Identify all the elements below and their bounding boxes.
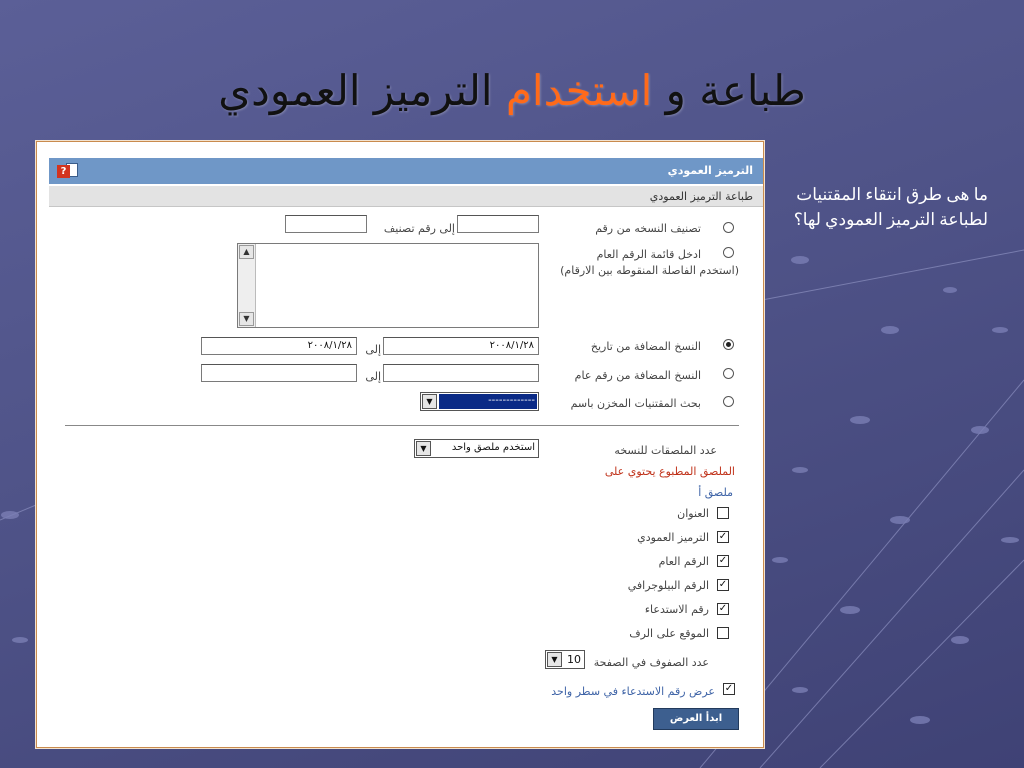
question-mark-icon: ?: [57, 165, 70, 178]
help-icon[interactable]: [57, 163, 79, 179]
title-part-1: طباعة و: [652, 66, 806, 115]
sub-header-title: طباعة الترميز العمودي: [649, 190, 753, 203]
app-window: [36, 141, 764, 748]
checkbox-bibliographic-number[interactable]: ✓: [718, 579, 728, 590]
classification-range-label: تصنيف النسخه من رقم: [595, 222, 701, 235]
added-by-date-label: النسخ المضافة من تاريخ: [590, 340, 701, 353]
classification-to-label: إلى رقم تصنيف: [383, 222, 455, 235]
option-barcode-label: الترميز العمودي: [637, 531, 709, 544]
textarea-scrollbar[interactable]: [238, 244, 256, 327]
date-to-input[interactable]: ٢٠٠٨/١/٢٨: [201, 337, 357, 355]
rows-per-page-value: 10: [567, 653, 581, 666]
date-to-label: إلى: [365, 343, 381, 356]
title-part-2: الترميز العمودي: [218, 66, 506, 115]
radio-call-number-list[interactable]: [723, 247, 734, 258]
divider: [65, 425, 739, 426]
scroll-up-icon[interactable]: ▲: [239, 245, 254, 259]
printed-label-contains: الملصق المطبوع يحتوي على: [604, 465, 735, 478]
call-number-to-input[interactable]: [201, 364, 357, 382]
option-call-number-label: الرقم العام: [658, 555, 709, 568]
checkbox-barcode[interactable]: ✓: [718, 531, 728, 542]
app-header: [49, 158, 763, 184]
call-number-from-input[interactable]: [383, 364, 539, 382]
radio-classification-range[interactable]: [723, 222, 734, 233]
checkbox-call-number[interactable]: ✓: [718, 555, 728, 566]
rows-per-page-label: عدد الصفوف في الصفحة: [593, 656, 709, 669]
chevron-down-icon[interactable]: ▼: [422, 394, 437, 409]
added-by-call-number-label: النسخ المضافة من رقم عام: [574, 369, 701, 382]
classification-from-input[interactable]: [457, 215, 539, 233]
saved-search-select[interactable]: [420, 392, 539, 411]
radio-added-by-date[interactable]: [723, 339, 734, 350]
radio-added-by-call-number[interactable]: [723, 368, 734, 379]
classification-to-input[interactable]: [285, 215, 367, 233]
labels-per-copy-value: استخدم ملصق واحد: [451, 442, 535, 453]
side-note: ما هى طرق انتقاء المقتنيات لطباعة الترميز العمودي لها؟: [793, 185, 988, 229]
call-number-list-hint: (استخدم الفاصلة المنقوطه بين الارقام): [560, 264, 739, 277]
chevron-down-icon[interactable]: ▼: [547, 652, 562, 667]
call-number-list-label: ادخل قائمة الرقم العام: [596, 248, 701, 261]
saved-search-value: -------------: [488, 395, 535, 406]
app-header-title: الترميز العمودي: [667, 164, 753, 177]
single-line-call-number-label: عرض رقم الاستدعاء في سطر واحد: [551, 685, 715, 698]
title-accent: استخدام: [505, 66, 653, 115]
saved-search-label: بحث المقتنيات المخزن باسم: [570, 397, 701, 410]
start-display-button[interactable]: ابدأ العرض: [653, 708, 739, 730]
call-number-list-textarea[interactable]: [237, 243, 539, 328]
scroll-down-icon[interactable]: ▼: [239, 312, 254, 326]
checkbox-recall-number[interactable]: ✓: [718, 603, 728, 614]
rows-per-page-select[interactable]: [545, 650, 585, 669]
slide-title: [0, 66, 1024, 115]
option-shelf-location-label: الموقع على الرف: [629, 627, 709, 640]
sub-header: [49, 186, 763, 207]
call-number-to-label: إلى: [365, 370, 381, 383]
option-title-label: العنوان: [677, 507, 709, 520]
radio-saved-search[interactable]: [723, 396, 734, 407]
option-recall-number-label: رقم الاستدعاء: [644, 603, 709, 616]
checkbox-title[interactable]: [717, 507, 729, 519]
labels-per-copy-label: عدد الملصقات للنسخه: [614, 444, 717, 457]
option-bibliographic-number-label: الرقم البيلوجرافي: [627, 579, 709, 592]
checkbox-single-line-call-number[interactable]: ✓: [724, 683, 734, 694]
date-from-input[interactable]: ٢٠٠٨/١/٢٨: [383, 337, 539, 355]
checkbox-shelf-location[interactable]: [717, 627, 729, 639]
label-a-title: ملصق أ: [698, 486, 733, 499]
chevron-down-icon[interactable]: ▼: [416, 441, 431, 456]
labels-per-copy-select[interactable]: [414, 439, 539, 458]
